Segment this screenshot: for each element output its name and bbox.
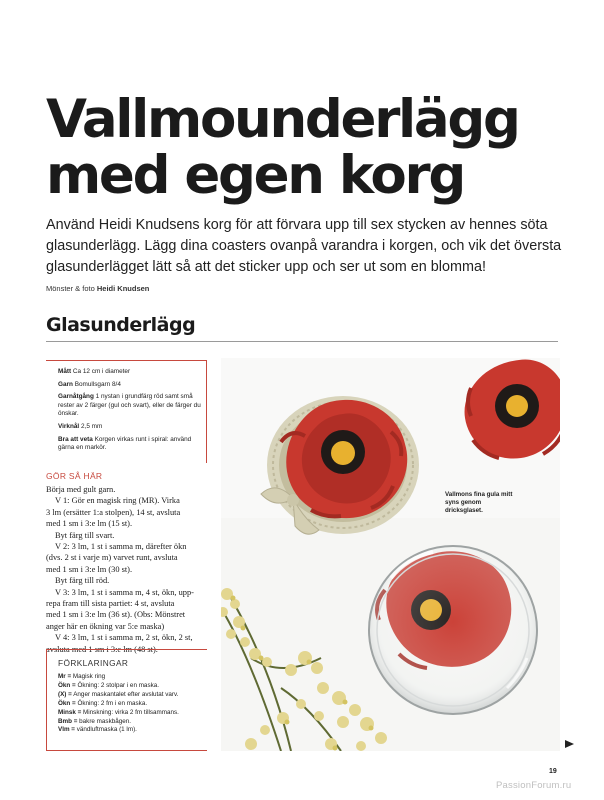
- spec-value: Ca 12 cm i diameter: [72, 368, 131, 375]
- page-number: 19: [549, 768, 557, 775]
- article-title: [46, 89, 566, 206]
- spec-value: Bomullsgarn 8/4: [74, 380, 121, 388]
- definition-term: Mr =: [58, 673, 72, 680]
- instruction-line: med 1 sm i 3:e lm (36 st). (Obs: Mönstret: [46, 610, 186, 620]
- spec-label: Garn: [58, 380, 73, 388]
- credit-line: [46, 284, 149, 293]
- definition-term: Vlm =: [58, 726, 75, 734]
- instruction-line: Byt färg till röd.: [55, 576, 110, 586]
- spec-item: [58, 393, 204, 419]
- definition-term: Minsk =: [58, 708, 82, 716]
- spec-item: [58, 436, 204, 453]
- credit-label: Mönster & foto: [46, 284, 95, 293]
- spec-value: 2,5 mm: [80, 422, 103, 430]
- instruction-line: 3 lm (ersätter 1:a stolpen), 14 st, avsluta: [46, 507, 181, 517]
- pattern-instructions: [46, 484, 214, 655]
- photo-caption: Vallmons fina gula mitt syns genom dricksglaset.: [445, 491, 513, 515]
- definition-item: [58, 726, 204, 735]
- instruction-line: Börja med gult garn.: [46, 485, 116, 494]
- instruction-line: V 1: Gör en magisk ring (MR). Virka: [55, 496, 180, 506]
- section-title: Glasunderlägg: [46, 314, 196, 336]
- definition-item: [58, 673, 204, 682]
- product-photo: [221, 358, 560, 751]
- instruction-line: anger här en ökning var 5:e maska): [46, 621, 165, 631]
- definitions-heading: FÖRKLARINGAR: [58, 658, 129, 668]
- credit-name: Heidi Knudsen: [96, 284, 150, 293]
- instruction-line: V 3: 3 lm, 1 st i samma m, 4 st, ökn, upp-: [55, 587, 194, 597]
- spec-item: [58, 381, 204, 390]
- definition-desc: Magisk ring: [72, 673, 106, 680]
- spec-value: 1 nystan i grundfärg röd samt små rester av 2 färger (gul och svart), eller de färger du önskar.: [58, 393, 201, 418]
- definition-term: Ökn =: [58, 681, 76, 689]
- pattern-heading: GÖR SÅ HÄR: [46, 471, 103, 481]
- watermark: PassionForum.ru: [496, 780, 572, 791]
- instruction-line: V 2: 3 lm, 1 st i samma m, därefter ökn: [55, 542, 187, 552]
- spec-label: Garnåtgång: [58, 393, 94, 401]
- spec-value: Korgen virkas runt i spiral: använd gärna en markör.: [58, 435, 192, 452]
- definition-desc: bakre maskbågen.: [79, 717, 131, 725]
- instruction-line: med 1 sm i 3:e lm (15 st).: [46, 519, 133, 529]
- definition-term: Bmb =: [58, 717, 78, 725]
- definition-desc: vändluftmaska (1 lm).: [76, 726, 137, 734]
- spec-label: Mått: [58, 368, 72, 375]
- instruction-line: V 4: 3 lm, 1 st i samma m, 2 st, ökn, 2 st,: [55, 633, 193, 643]
- next-page-arrow-icon: [565, 740, 574, 748]
- spec-label: Virknål: [58, 422, 80, 430]
- glass-bowl: [369, 546, 537, 714]
- instruction-line: (dvs. 2 st i varje m) varvet runt, avsluta: [46, 553, 178, 563]
- definitions-box: [46, 649, 207, 751]
- definition-desc: Ökning: 2 fm i en maska.: [77, 699, 148, 707]
- section-divider: [46, 341, 558, 342]
- specs-box: [46, 360, 207, 463]
- spec-item: [58, 368, 204, 377]
- definition-desc: Anger maskantalet efter avslutat varv.: [73, 690, 179, 698]
- instruction-line: Byt färg till svart.: [55, 530, 115, 540]
- definition-item: [58, 691, 204, 700]
- definition-item: [58, 700, 204, 709]
- specs-list: [58, 368, 204, 457]
- definition-term: (X) =: [58, 690, 72, 698]
- spec-label: Bra att veta: [58, 435, 93, 443]
- definition-desc: Minskning: virka 2 fm tillsammans.: [83, 708, 179, 716]
- instruction-line: med 1 sm i 3:e lm (30 st).: [46, 564, 133, 574]
- definitions-list: [58, 673, 204, 735]
- photo-illustration: [221, 358, 560, 751]
- title-line-1: Vallmounderlägg: [46, 89, 519, 150]
- instruction-line: repa fram till sista partiet: 4 st, avsluta: [46, 599, 175, 609]
- spec-item: [58, 423, 204, 432]
- definition-term: Ökn =: [58, 699, 76, 707]
- instruction-line: avsluta med 1 sm i 3:e lm (48 st).: [46, 644, 158, 654]
- definition-desc: Ökning: 2 stolpar i en maska.: [77, 681, 159, 689]
- definition-item: [58, 682, 204, 691]
- title-line-2: med egen korg: [46, 145, 464, 206]
- intro-paragraph: Använd Heidi Knudsens korg för att förvara upp till sex stycken av hennes söta glasunderlägg. Lägg dina coasters ovanpå varandra i korgen, och vik det översta glasunderlägget lätt så att det sticker upp och ser ut som en blomma!: [46, 217, 562, 275]
- definition-item: [58, 709, 204, 718]
- definition-item: [58, 718, 204, 727]
